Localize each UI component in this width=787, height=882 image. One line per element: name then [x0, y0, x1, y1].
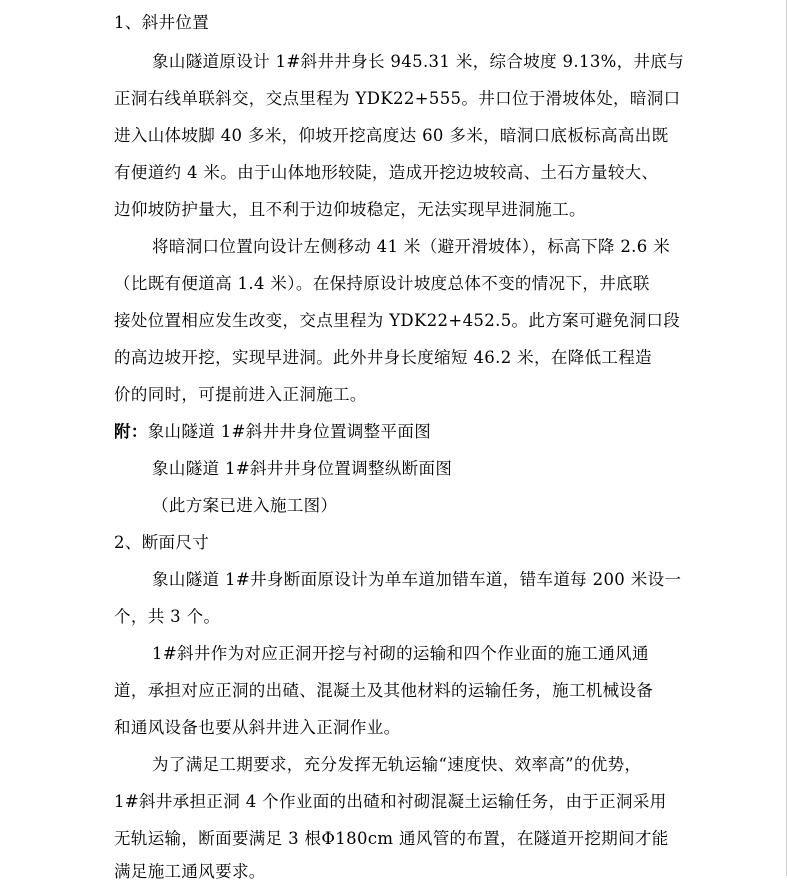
section1-para2-line3: 接处位置相应发生改变，交点里程为 YDK22+452.5。此方案可避免洞口段	[114, 311, 681, 330]
section2-para3-line2: 1#斜井承担正洞 4 个作业面的出碴和衬砌混凝土运输任务，由于正洞采用	[114, 792, 667, 811]
attachment-note: （此方案已进入施工图）	[152, 496, 338, 515]
section2-para3-line4: 满足施工通风要求。	[114, 862, 266, 881]
section1-heading: 1、斜井位置	[114, 13, 210, 32]
section1-para2-line4: 的高边坡开挖，实现早进洞。此外井身长度缩短 46.2 米，在降低工程造	[114, 348, 652, 367]
section2-para2-line2: 道，承担对应正洞的出碴、混凝土及其他材料的运输任务，施工机械设备	[114, 681, 654, 700]
section2-heading: 2、断面尺寸	[114, 533, 210, 552]
section1-para2-line5: 价的同时，可提前进入正洞施工。	[114, 385, 367, 404]
section2-para3-line3: 无轨运输，断面要满足 3 根Φ180cm 通风管的布置，在隧道开挖期间才能	[114, 829, 669, 848]
section2-para2-line3: 和通风设备也要从斜井进入正洞作业。	[114, 718, 401, 737]
section1-para2-line2: （比既有便道高 1.4 米）。在保持原设计坡度总体不变的情况下，井底联	[114, 274, 650, 293]
section1-para1-line5: 边仰坡防护量大，且不利于边仰坡稳定，无法实现早进洞施工。	[114, 200, 586, 219]
section2-para1-line1: 象山隧道 1#井身断面原设计为单车道加错车道，错车道每 200 米设一	[152, 570, 682, 589]
attachment-label: 附：	[114, 422, 148, 441]
attachment-line1	[114, 422, 431, 442]
section1-para2-line1: 将暗洞口位置向设计左侧移动 41 米（避开滑坡体），标高下降 2.6 米	[152, 237, 671, 256]
section2-para3-line1: 为了满足工期要求，充分发挥无轨运输“速度快、效率高”的优势，	[152, 755, 642, 774]
section1-para1-line2: 正洞右线单联斜交，交点里程为 YDK22+555。井口位于滑坡体处，暗洞口	[114, 89, 681, 108]
section1-para1-line3: 进入山体坡脚 40 多米，仰坡开挖高度达 60 多米，暗洞口底板标高高出既	[114, 126, 669, 145]
section2-para1-line2: 个，共 3 个。	[114, 607, 221, 626]
attachment-item2: 象山隧道 1#斜井井身位置调整纵断面图	[152, 459, 453, 478]
section1-para1-line4: 有便道约 4 米。由于山体地形较陡，造成开挖边坡较高、土石方量较大、	[114, 163, 659, 182]
section2-para2-line1: 1#斜井作为对应正洞开挖与衬砌的运输和四个作业面的施工通风通	[152, 644, 649, 663]
attachment-item1: 象山隧道 1#斜井井身位置调整平面图	[147, 422, 432, 441]
section1-para1-line1: 象山隧道原设计 1#斜井井身长 945.31 米，综合坡度 9.13%，井底与	[152, 52, 685, 71]
